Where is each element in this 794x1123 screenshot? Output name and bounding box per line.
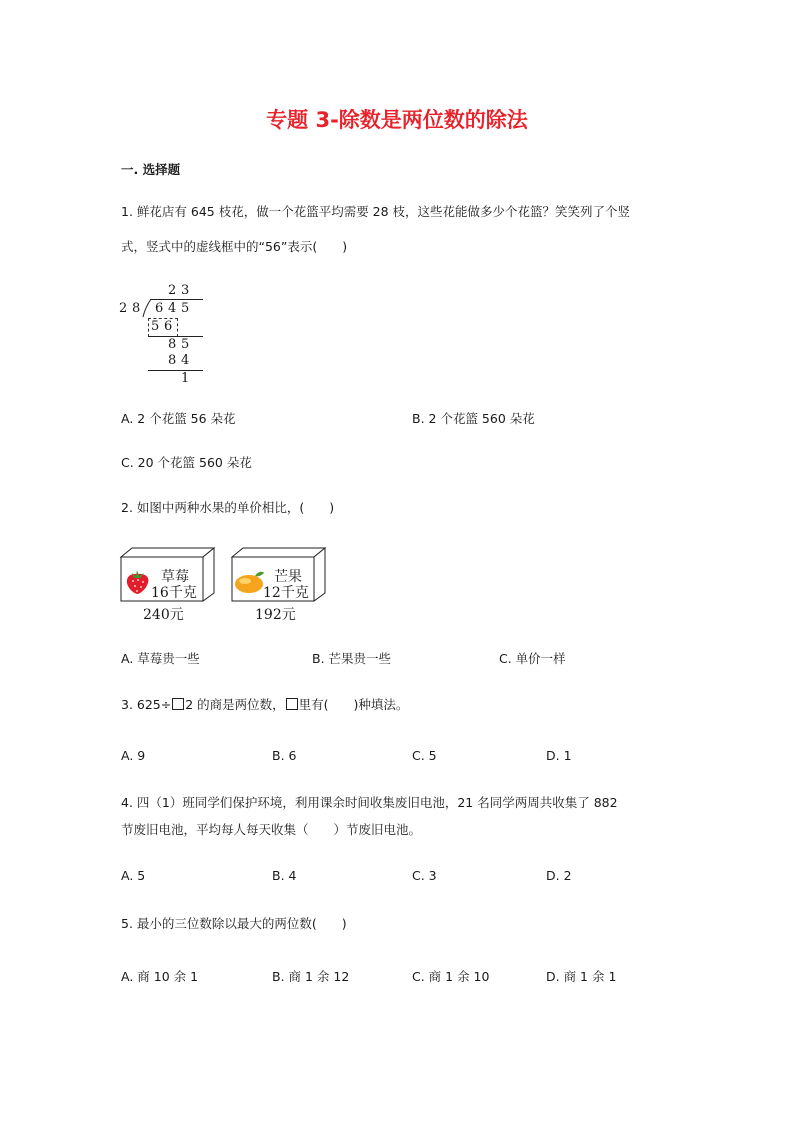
dividend-digit: 6 <box>155 301 164 316</box>
fruit-weight: 12千克 <box>263 585 309 601</box>
q3-option-c[interactable]: C. 5 <box>412 748 437 763</box>
step3-digit: 8 <box>168 353 177 368</box>
remainder-digit: 1 <box>181 371 190 386</box>
q3-text-end: 里有( )种填法。 <box>298 697 409 712</box>
fruit-name: 草莓 <box>161 569 189 585</box>
q2-option-c[interactable]: C. 单价一样 <box>499 651 566 666</box>
q5-text: 5. 最小的三位数除以最大的两位数( ) <box>121 916 347 931</box>
q3-option-d[interactable]: D. 1 <box>546 748 572 763</box>
dividend-digit: 4 <box>168 301 177 316</box>
q4-option-d[interactable]: D. 2 <box>546 868 572 883</box>
step1-digit: 5 <box>151 319 160 334</box>
dividend-digit: 5 <box>181 301 190 316</box>
q2-option-a[interactable]: A. 草莓贵一些 <box>121 651 200 666</box>
divisor-digit: 2 <box>119 301 128 316</box>
blank-box-icon <box>286 698 298 710</box>
page-title: 专题 3-除数是两位数的除法 <box>266 108 528 132</box>
q1-text-line1: 1. 鲜花店有 645 枝花，做一个花篮平均需要 28 枝，这些花能做多少个花篮？笑笑列了个竖 <box>121 204 631 219</box>
q4-text-line1: 4. 四（1）班同学们保护环境，利用课余时间收集废旧电池，21 名同学两周共收集了 882 <box>121 795 618 810</box>
strawberry-box <box>118 545 218 625</box>
q5-option-c[interactable]: C. 商 1 余 10 <box>412 969 490 984</box>
q3-text-before: 3. 625÷ <box>121 697 172 712</box>
mango-icon <box>233 569 265 595</box>
q4-option-a[interactable]: A. 5 <box>121 868 146 883</box>
q4-text-line2: 节废旧电池，平均每人每天收集（ ）节废旧电池。 <box>121 822 422 837</box>
q3-option-b[interactable]: B. 6 <box>272 748 297 763</box>
divisor-digit: 8 <box>132 301 141 316</box>
blank-box-icon <box>172 698 184 710</box>
division-line <box>148 370 203 371</box>
q1-option-c[interactable]: C. 20 个花篮 560 朵花 <box>121 455 252 470</box>
q5-option-d[interactable]: D. 商 1 余 1 <box>546 969 617 984</box>
strawberry-icon <box>123 567 151 595</box>
q4-option-b[interactable]: B. 4 <box>272 868 297 883</box>
quotient-digit: 2 <box>168 283 177 298</box>
q5-option-b[interactable]: B. 商 1 余 12 <box>272 969 350 984</box>
long-division-figure <box>110 280 220 390</box>
step2-digit: 5 <box>181 337 190 352</box>
division-bracket <box>142 298 154 318</box>
q2-text: 2. 如图中两种水果的单价相比，( ) <box>121 500 335 515</box>
q3-text-after: 2 的商是两位数， <box>185 697 285 712</box>
q1-option-a[interactable]: A. 2 个花篮 56 朵花 <box>121 411 236 426</box>
section-heading: 一. 选择题 <box>121 162 181 177</box>
fruit-price: 192元 <box>255 607 296 623</box>
q5-option-a[interactable]: A. 商 10 余 1 <box>121 969 199 984</box>
fruit-name: 芒果 <box>274 569 302 585</box>
q3-option-a[interactable]: A. 9 <box>121 748 146 763</box>
mango-box <box>229 545 329 625</box>
step1-digit: 6 <box>164 319 173 334</box>
quotient-digit: 3 <box>181 283 190 298</box>
q1-option-b[interactable]: B. 2 个花篮 560 朵花 <box>412 411 535 426</box>
q3-text <box>121 698 408 712</box>
q2-option-b[interactable]: B. 芒果贵一些 <box>312 651 392 666</box>
q4-option-c[interactable]: C. 3 <box>412 868 437 883</box>
fruit-weight: 16千克 <box>151 585 197 601</box>
step2-digit: 8 <box>168 337 177 352</box>
division-top-bar <box>150 299 203 300</box>
fruit-price: 240元 <box>143 607 184 623</box>
q1-text-line2: 式，竖式中的虚线框中的“56”表示( ) <box>121 239 348 254</box>
step3-digit: 4 <box>181 353 190 368</box>
